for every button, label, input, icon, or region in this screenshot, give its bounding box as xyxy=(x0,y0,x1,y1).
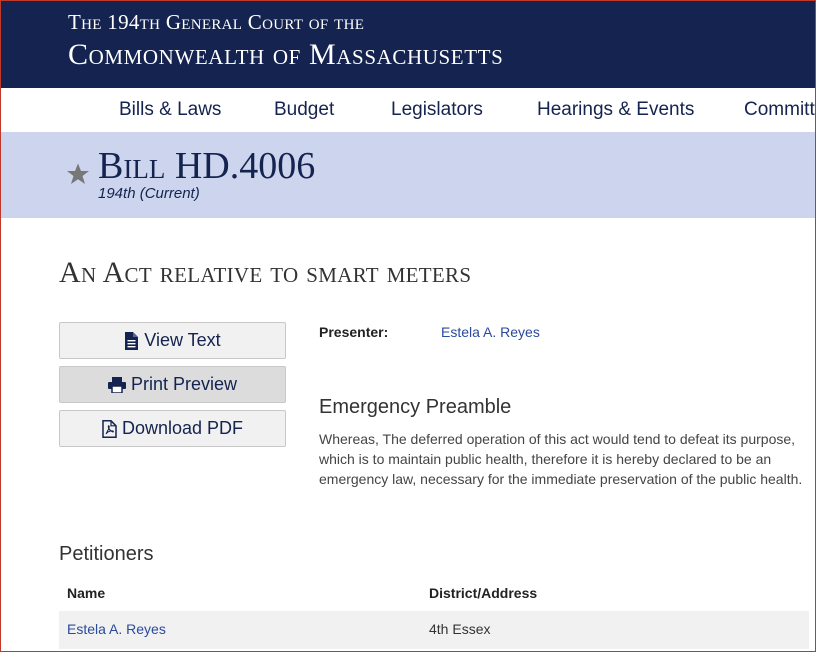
presenter-link[interactable]: Estela A. Reyes xyxy=(441,324,540,340)
nav-committees[interactable]: Committ xyxy=(744,99,815,120)
column-header-name[interactable]: Name xyxy=(67,585,106,601)
main-nav xyxy=(0,88,816,132)
site-header xyxy=(0,0,816,88)
download-pdf-button[interactable] xyxy=(59,410,286,447)
print-preview-button[interactable] xyxy=(59,366,286,403)
column-header-district[interactable]: District/Address xyxy=(429,585,538,601)
emergency-preamble-text: Whereas, The deferred operation of this act would tend to defeat its purpose, which is to maintain public health, therefore it is hereby declared to be an emergency law, necessary for the immediate preservation of the public health. xyxy=(319,431,803,487)
view-text-label: View Text xyxy=(144,330,221,350)
header-line-2[interactable]: Commonwealth of Massachusetts xyxy=(68,38,504,71)
star-icon[interactable] xyxy=(66,162,90,186)
header-line-1[interactable]: The 194th General Court of the xyxy=(68,10,365,34)
printer-icon xyxy=(108,377,126,393)
petitioner-name-link[interactable]: Estela A. Reyes xyxy=(67,621,166,637)
print-preview-label: Print Preview xyxy=(130,374,238,394)
nav-hearings-events[interactable]: Hearings & Events xyxy=(537,99,695,120)
act-title: An Act relative to smart meters xyxy=(59,256,472,289)
petitioner-district: 4th Essex xyxy=(429,621,491,637)
nav-budget[interactable]: Budget xyxy=(274,99,335,120)
nav-legislators[interactable]: Legislators xyxy=(391,99,483,120)
view-text-button[interactable] xyxy=(59,322,286,359)
presenter-label: Presenter: xyxy=(319,324,389,340)
table-row xyxy=(59,611,809,649)
download-pdf-label: Download PDF xyxy=(121,418,244,438)
pdf-file-icon xyxy=(102,420,117,438)
bill-session: 194th (Current) xyxy=(98,185,200,202)
bill-title: Bill HD.4006 xyxy=(98,145,316,187)
petitioners-heading: Petitioners xyxy=(59,543,154,565)
nav-bills-laws[interactable]: Bills & Laws xyxy=(119,99,222,120)
emergency-preamble-heading: Emergency Preamble xyxy=(319,396,512,418)
document-icon xyxy=(124,332,139,350)
